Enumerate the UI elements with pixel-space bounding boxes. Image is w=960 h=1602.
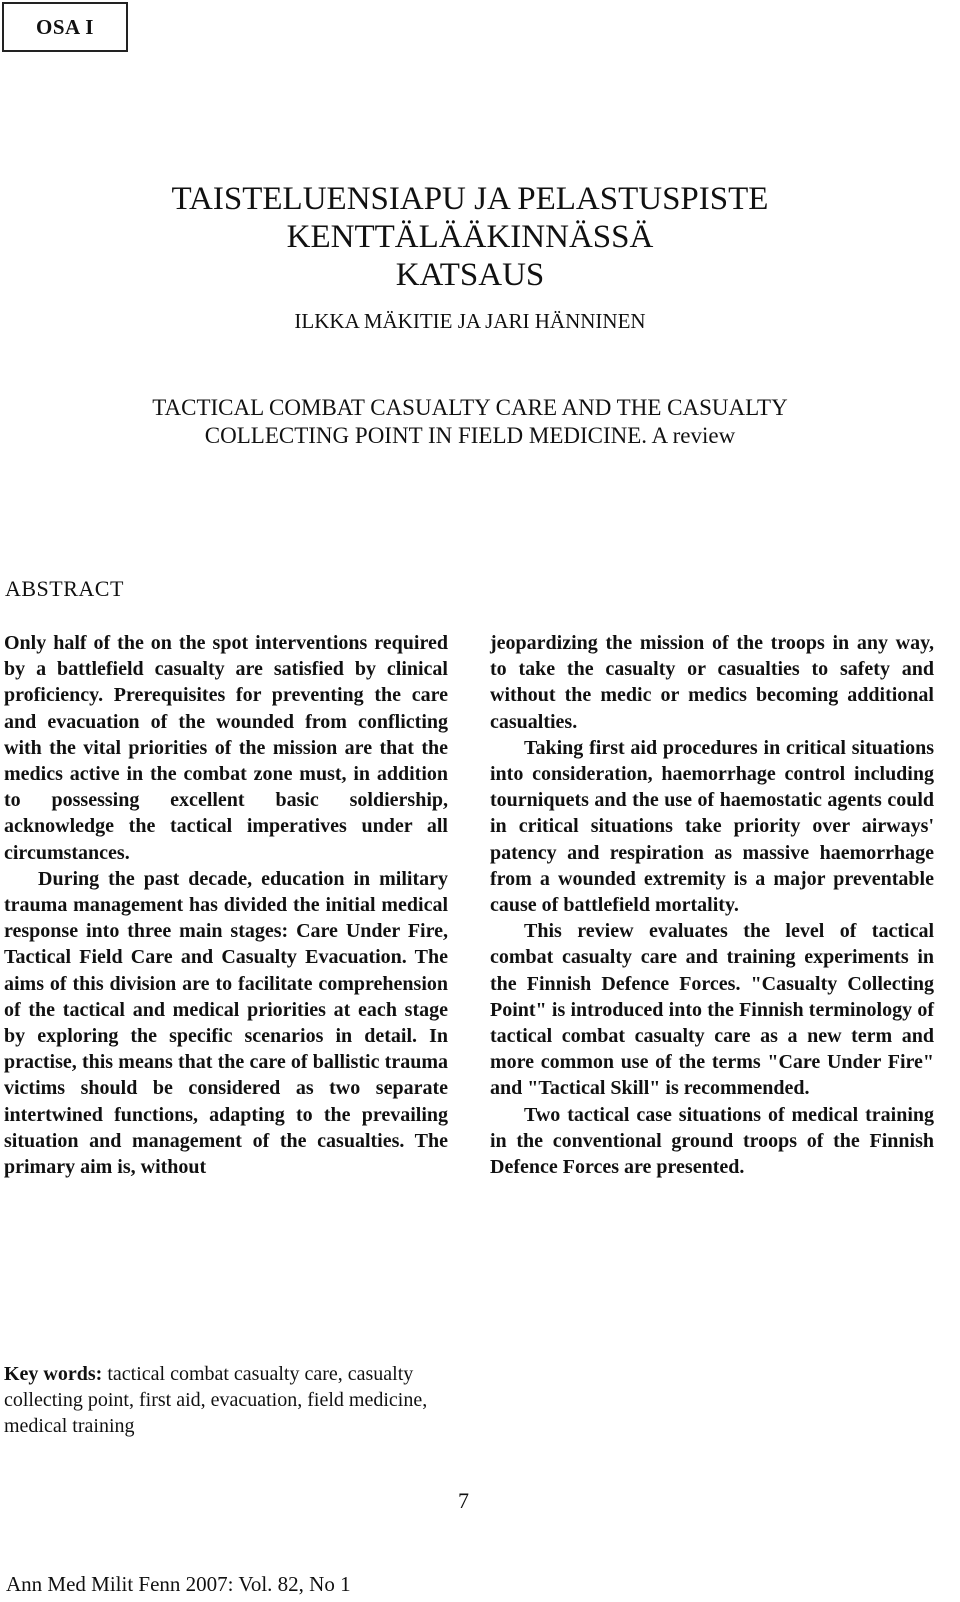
finnish-title-line-3: KATSAUS [395,257,545,293]
journal-citation: Ann Med Milit Fenn 2007: Vol. 82, No 1 [6,1572,351,1596]
abstract-column-right [490,630,934,1180]
abstract-paragraph: Two tactical case situations of medical training in the conventional ground troops of the Finnish Defence Forces are presented. [490,1103,934,1179]
abstract-heading: ABSTRACT [5,576,124,601]
finnish-title-line-1: TAISTELUENSIAPU JA PELASTUSPISTE [171,181,769,217]
abstract-paragraph: Only half of the on the spot interventions required by a battlefield casualty are satisfied by clinical proficiency. Prerequisites for preventing the care and evacuation of the wounded from conflicting with the vital priorities of the mission are that the medics active in the combat zone must, in addition to possessing excellent basic soldiership, acknowledge the tactical imperatives under all circumstances. [4,632,448,864]
english-title-line-2: COLLECTING POINT IN FIELD MEDICINE. A review [204,423,736,448]
authors: ILKKA MÄKITIE JA JARI HÄNNINEN [294,309,646,333]
english-title-line-1: TACTICAL COMBAT CASUALTY CARE AND THE CASUALTY [152,395,788,420]
page-number: 7 [458,1488,469,1513]
keywords-label: Key words: [4,1363,103,1385]
abstract-paragraph: Taking first aid procedures in critical situations into consideration, haemorrhage control including tourniquets and the use of haemostatic agents could in critical situations take priority over airways' patency and respiration as massive haemorrhage from a wounded extremity is a major preventable cause of battlefield mortality. [490,736,934,917]
section-label: OSA I [2,2,128,52]
keywords-text: tactical combat casualty care, casualty collecting point, first aid, evacuation, field medicine, medical training [4,1363,428,1437]
abstract-paragraph: This review evaluates the level of tactical combat casualty care and training experiments in the Finnish Defence Forces. "Casualty Collecting Point" is introduced into the Finnish terminology of tactical combat casualty care as a new term and more common use of the terms "Care Under Fire" and "Tactical Skill" is recommended. [490,920,934,1100]
abstract-column-left [4,630,448,1180]
english-title [0,394,940,450]
finnish-title [0,180,940,294]
finnish-title-line-2: KENTTÄLÄÄKINNÄSSÄ [286,219,654,255]
abstract-paragraph: jeopardizing the mission of the troops in any way, to take the casualty or casualties to safety and without the medic or medics becoming additional casualties. [490,632,934,733]
abstract-paragraph: During the past decade, education in military trauma management has divided the initial medical response into three main stages: Care Under Fire, Tactical Field Care and Casualty Evacuation. The aims of this division are to facilitate comprehension of the tactical and medical priorities at each stage by exploring the specific scenarios in detail. In practise, this means that the care of ballistic trauma victims should be considered as two separate intertwined functions, adapting to the prevailing situation and management of the casualties. The primary aim is, without [4,867,448,1179]
keywords [4,1361,448,1439]
